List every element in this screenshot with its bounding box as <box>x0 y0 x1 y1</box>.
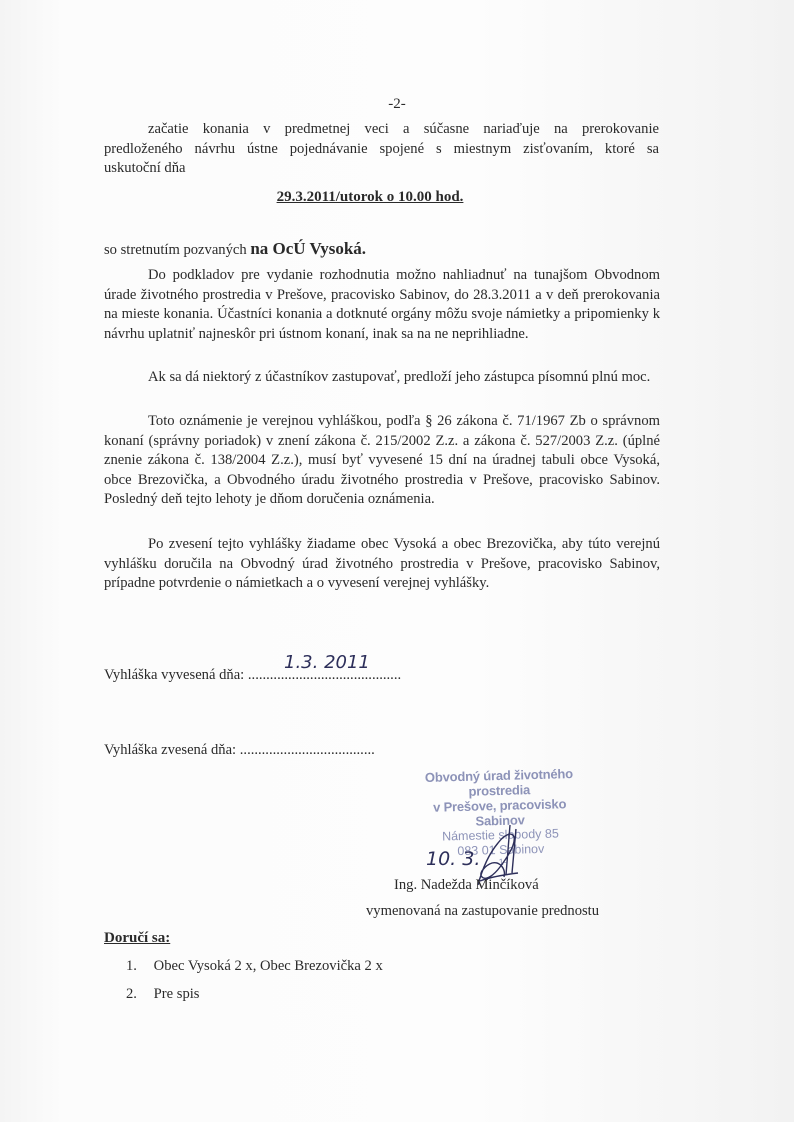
stamp-line-4: 083 01 Sabinov <box>457 841 545 859</box>
intro-line-3: uskutoční dňa <box>104 160 186 176</box>
posted-dots: .......................................... <box>247 667 402 683</box>
public-notice-text: Toto oznámenie je verejnou vyhláškou, podľa § 26 zákona č. 71/1967 Zb o správnom konaní (správny poriadok) v znení zákona č. 215/2002 Z.z. a zákona č. 527/2003 Z.z. (úplné znenie zákona č. 138/2004 Z.z.), musí byť vyvesené 15 dní na úradnej tabuli obce Vysoká, obce Brezovička, a Obvodného úradu životného prostredia v Prešove, pracovisko Sabinov. Posledný deň tejto lehoty je dňom doručenia oznámenia. <box>104 413 660 507</box>
intro-line-1: začatie konania v predmetnej veci a súčasne nariaďuje na prerokovanie <box>148 121 659 137</box>
representation-text: Ak sa dá niektorý z účastníkov zastupovať, predloží jeho zástupca písomnú plnú moc. <box>148 369 651 385</box>
documents-text: Do podkladov pre vydanie rozhodnutia možno nahliadnuť na tunajšom Obvodnom úrade životného prostredia v Prešove, pracovisko Sabinov, do 28.3.2011 a v deň prerokovania na mieste konania. Účastníci konania a dotknuté orgány môžu svoje námietky a pripomienky k návrhu uplatniť najneskôr pri ústnom konaní, inak sa na ne neprihliadne. <box>104 267 660 342</box>
after-removal-text: Po zvesení tejto vyhlášky žiadame obec Vysoká a obec Brezovička, aby túto verejnú vyhlášku doručila na Obvodný úrad životného prostredia v Prešove, pracovisko Sabinov, prípadne potvrdenie o námietkach a o vyvesení verejnej vyhlášky. <box>104 536 660 591</box>
delivery-item-2-number: 2. <box>126 986 137 1002</box>
after-removal-paragraph <box>104 535 660 594</box>
stamp-line-5: -1- <box>495 856 507 868</box>
removed-dots: ..................................... <box>239 742 375 758</box>
delivery-item-2-text: Pre spis <box>153 986 200 1002</box>
signatory-role: vymenovaná na zastupovanie prednostu <box>366 903 600 919</box>
meeting-prefix: so stretnutím pozvaných <box>104 242 251 258</box>
intro-paragraph <box>104 120 659 179</box>
meeting-location: na OcÚ Vysoká. <box>250 239 367 258</box>
signature-handwritten-date: 10. 3. <box>426 848 481 870</box>
delivery-item-2 <box>126 986 199 1003</box>
stamp-line-1: Obvodný úrad životného prostredia <box>424 766 574 799</box>
delivery-heading: Doručí sa: <box>104 930 171 946</box>
intro-line-2: predloženého návrhu ústne pojednávanie spojené s miestnym zisťovaním, ktoré sa <box>104 140 659 157</box>
removed-label: Vyhláška zvesená dňa: <box>104 742 237 758</box>
documents-paragraph <box>104 266 660 344</box>
public-notice-paragraph <box>104 412 660 510</box>
removed-field <box>104 742 375 759</box>
delivery-item-1-text: Obec Vysoká 2 x, Obec Brezovička 2 x <box>153 958 383 974</box>
stamp-line-2: v Prešove, pracovisko Sabinov <box>432 796 567 829</box>
posted-label: Vyhláška vyvesená dňa: <box>104 667 245 683</box>
meeting-line <box>104 239 664 261</box>
delivery-item-1 <box>126 958 383 975</box>
representation-paragraph <box>104 368 660 388</box>
signature-stroke <box>478 825 518 885</box>
hearing-date: 29.3.2011/utorok o 10.00 hod. <box>276 189 464 205</box>
page-number: -2- <box>388 96 406 112</box>
signatory-name: Ing. Nadežda Minčíková <box>394 877 539 893</box>
delivery-item-1-number: 1. <box>126 958 137 974</box>
stamp-line-3: Námestie slobody 85 <box>441 826 559 844</box>
posted-handwritten-date: 1.3. 2011 <box>284 652 370 673</box>
